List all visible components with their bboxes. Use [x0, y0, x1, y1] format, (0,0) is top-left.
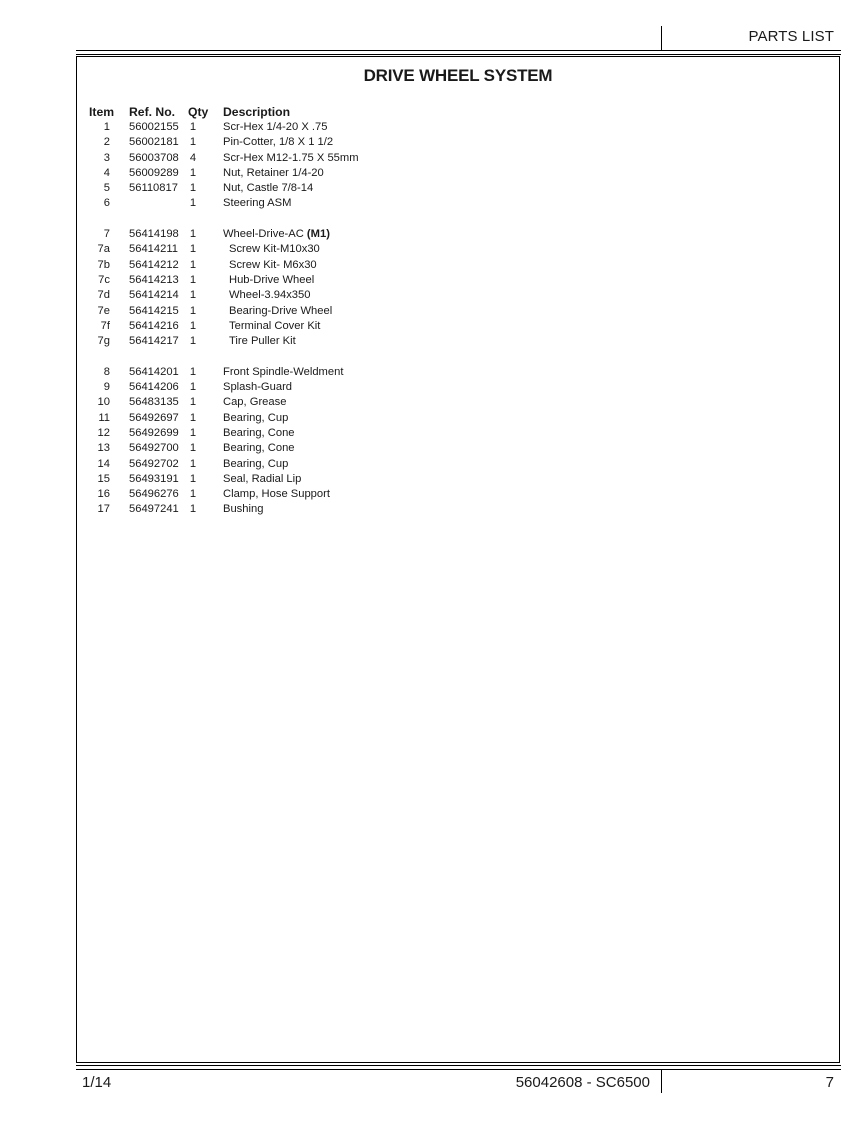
ref-number: 56002155: [129, 121, 179, 133]
ref-number: 56414213: [129, 273, 179, 286]
description: Terminal Cover Kit: [229, 319, 321, 332]
description: Clamp, Hose Support: [223, 488, 330, 501]
quantity: 1: [189, 472, 197, 485]
item-number: 7b: [97, 258, 110, 271]
ref-number: 56414198: [129, 228, 179, 241]
quantity: 1: [189, 457, 197, 470]
quantity: 1: [189, 258, 197, 271]
description: Screw Kit- M6x30: [229, 258, 317, 271]
item-number: 7e: [97, 304, 110, 317]
header-divider-vertical: [661, 26, 662, 50]
quantity: 1: [189, 304, 197, 317]
description: Bearing, Cone: [223, 442, 295, 455]
ref-number: 56414217: [129, 335, 179, 348]
ref-number: 56492702: [129, 457, 179, 470]
parts-list-header-label: PARTS LIST: [748, 28, 834, 45]
quantity: 1: [189, 442, 197, 455]
item-number: 7f: [100, 319, 110, 332]
quantity: 1: [189, 335, 197, 348]
footer-rule-bottom: [76, 1069, 841, 1070]
ref-number: 56414212: [129, 258, 179, 271]
description: Scr-Hex M12-1.75 X 55mm: [223, 151, 359, 164]
col-header-desc: Description: [223, 105, 291, 119]
ref-number: 56414201: [129, 365, 179, 378]
quantity: 4: [189, 151, 197, 164]
item-number: 2: [103, 136, 110, 149]
item-number: 6: [103, 197, 110, 210]
item-number: 7d: [97, 289, 110, 302]
description-text: Wheel-Drive-AC: [223, 228, 304, 241]
ref-number: 56492697: [129, 411, 179, 424]
quantity: 1: [189, 182, 197, 195]
item-number: 9: [103, 381, 110, 394]
item-number: 17: [97, 503, 110, 516]
item-number: 7g: [97, 335, 110, 348]
description: Seal, Radial Lip: [223, 472, 302, 485]
item-number: 7: [103, 228, 110, 241]
content-frame: [76, 56, 840, 1063]
item-number: 7c: [98, 273, 110, 286]
quantity: 1: [189, 121, 197, 133]
quantity: 1: [189, 396, 197, 409]
ref-number: 56496276: [129, 488, 179, 501]
description: Splash-Guard: [223, 381, 293, 394]
description: Steering ASM: [223, 197, 292, 210]
section-title: DRIVE WHEEL SYSTEM: [363, 66, 553, 85]
quantity: 1: [189, 166, 197, 179]
description: Nut, Castle 7/8-14: [223, 182, 314, 195]
ref-number: 56493191: [129, 472, 179, 485]
ref-number: 56492700: [129, 442, 179, 455]
item-number: 14: [97, 457, 110, 470]
item-number: 1: [103, 121, 110, 133]
description: Hub-Drive Wheel: [229, 273, 315, 286]
description: Bearing, Cup: [223, 457, 289, 470]
quantity: 1: [189, 503, 197, 516]
ref-number: 56009289: [129, 166, 179, 179]
description: Wheel-3.94x350: [229, 289, 311, 302]
description: Bearing, Cup: [223, 411, 289, 424]
footer-document-number: 56042608 - SC6500: [515, 1074, 650, 1091]
quantity: 1: [189, 319, 197, 332]
quantity: 1: [189, 381, 197, 394]
description: Tire Puller Kit: [229, 335, 296, 348]
item-number: 8: [103, 365, 110, 378]
item-number: 12: [97, 426, 110, 439]
item-number: 13: [97, 442, 110, 455]
item-number: 15: [97, 472, 110, 485]
item-number: 11: [98, 411, 110, 424]
description: Bearing, Cone: [223, 426, 295, 439]
ref-number: 56492699: [129, 426, 179, 439]
ref-number: 56497241: [129, 503, 179, 516]
quantity: 1: [189, 488, 197, 501]
quantity: 1: [189, 426, 197, 439]
item-number: 5: [103, 182, 110, 195]
description: Bearing-Drive Wheel: [229, 304, 333, 317]
footer-rule-top: [76, 1065, 841, 1066]
quantity: 1: [189, 289, 197, 302]
ref-number: 56003708: [129, 151, 179, 164]
footer-page-number: 7: [825, 1074, 834, 1091]
ref-number: 56110817: [129, 182, 178, 195]
item-number: 3: [103, 151, 110, 164]
footer-date: 1/14: [82, 1074, 112, 1091]
ref-number: 56414211: [129, 243, 178, 256]
quantity: 1: [189, 197, 197, 210]
model-tag: (M1): [306, 228, 330, 241]
description: Bushing: [223, 503, 264, 516]
ref-number: 56414206: [129, 381, 179, 394]
item-number: 10: [97, 396, 110, 409]
description: Scr-Hex 1/4-20 X .75: [223, 121, 328, 133]
col-header-ref: Ref. No.: [129, 105, 176, 119]
item-number: 16: [97, 488, 110, 501]
ref-number: 56002181: [129, 136, 179, 149]
quantity: 1: [189, 243, 197, 256]
description: Pin-Cotter, 1/8 X 1 1/2: [223, 136, 334, 149]
ref-number: 56483135: [129, 396, 179, 409]
description: Nut, Retainer 1/4-20: [223, 166, 324, 179]
quantity: 1: [189, 273, 197, 286]
ref-number: 56414214: [129, 289, 179, 302]
header-rule-top: [76, 50, 841, 51]
ref-number: 56414215: [129, 304, 179, 317]
item-number: 7a: [97, 243, 110, 256]
description: Screw Kit-M10x30: [229, 243, 320, 256]
quantity: 1: [189, 411, 197, 424]
ref-number: 56414216: [129, 319, 179, 332]
footer-divider-vertical: [661, 1069, 662, 1093]
quantity: 1: [189, 136, 197, 149]
item-number: 4: [103, 166, 110, 179]
quantity: 1: [189, 365, 197, 378]
quantity: 1: [189, 228, 197, 241]
description: [223, 227, 330, 242]
col-header-qty: Qty: [188, 105, 209, 119]
description: Front Spindle-Weldment: [223, 365, 344, 378]
description: Cap, Grease: [223, 396, 287, 409]
col-header-item: Item: [89, 105, 115, 119]
header-rule-bottom: [76, 54, 841, 55]
